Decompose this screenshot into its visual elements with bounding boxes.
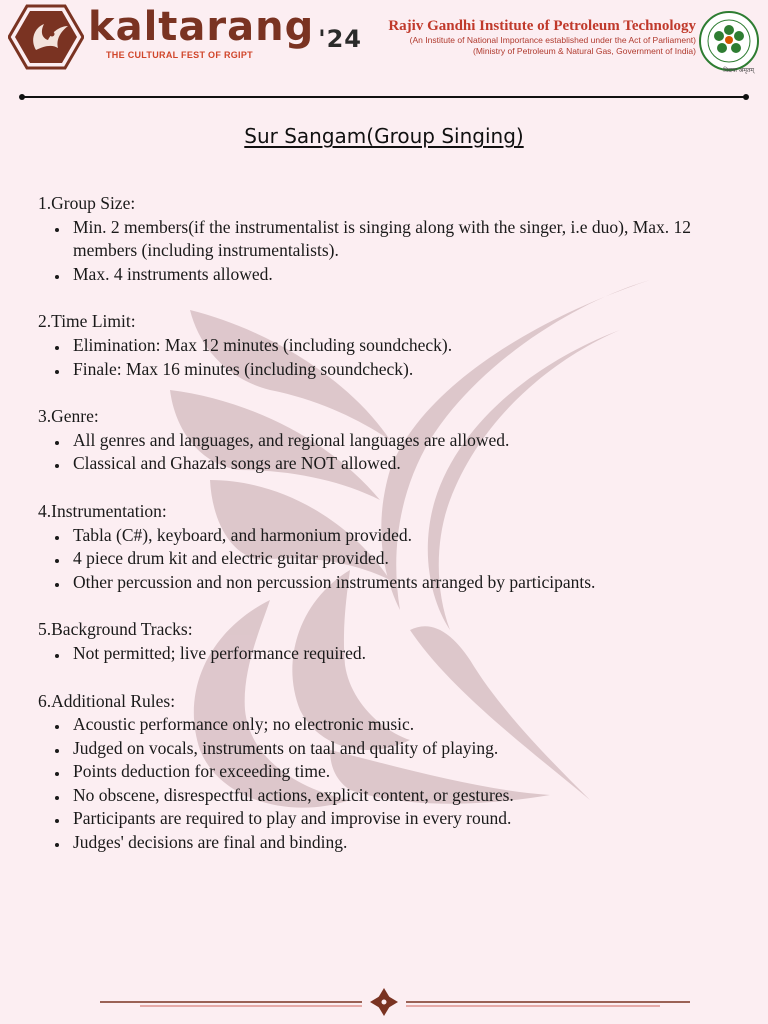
section-heading: 4.Instrumentation: (38, 500, 167, 521)
rule-item: • Other percussion and non percussion instruments arranged by participants. (69, 571, 728, 595)
institute-name: Rajiv Gandhi Institute of Petroleum Technology (388, 18, 696, 34)
rules-list (38, 429, 728, 476)
header-divider (22, 96, 746, 98)
rule-item: • Classical and Ghazals songs are NOT allowed. (69, 452, 728, 476)
rule-item: • All genres and languages, and regional languages are allowed. (69, 429, 728, 453)
rule-item: • Points deduction for exceeding time. (69, 760, 728, 784)
rules-list (38, 334, 728, 381)
brand-tagline: THE CULTURAL FEST OF RGIPT (106, 50, 253, 60)
rule-item: • Tabla (C#), keyboard, and harmonium provided. (69, 524, 728, 548)
section-heading: 3.Genre: (38, 406, 99, 427)
brand-year: '24 (318, 25, 362, 53)
rules-section (38, 310, 728, 381)
page-title (0, 124, 768, 148)
section-heading: 1.Group Size: (38, 193, 136, 213)
rule-item: • No obscene, disrespectful actions, explicit content, or gestures. (69, 784, 728, 808)
rule-item: • Min. 2 members(if the instrumentalist is singing along with the singer, i.e duo), Max. 12 members (including instrumentalists). (69, 216, 728, 263)
rule-item: • Elimination: Max 12 minutes (including soundcheck). (69, 334, 728, 358)
rule-item: • Finale: Max 16 minutes (including soundcheck). (69, 358, 728, 382)
rule-item: • Acoustic performance only; no electronic music. (69, 713, 728, 737)
page-title-text: Sur Sangam(Group Singing) (244, 124, 524, 148)
brand-name: kaltarang (88, 4, 315, 50)
rules-list (38, 642, 728, 666)
seal-caption: विद्यया अमृतम् (723, 67, 754, 74)
rules-section (38, 618, 728, 665)
section-heading: 2.Time Limit: (38, 311, 136, 332)
phoenix-hexagon-logo-icon (8, 4, 84, 70)
rules-section (38, 500, 728, 594)
rules-section (38, 405, 728, 476)
rules-section (38, 192, 728, 286)
rule-item: • Max. 4 instruments allowed. (69, 263, 728, 287)
brand-wordmark (88, 4, 362, 53)
rules-content (38, 192, 728, 879)
institute-block (388, 18, 696, 57)
rules-section (38, 690, 728, 855)
institute-line-1: (An Institute of National Importance established under the Act of Parliament) (409, 35, 696, 45)
section-heading: 6.Additional Rules: (38, 690, 176, 711)
rule-item: • Participants are required to play and improvise in every round. (69, 807, 728, 831)
rules-list (38, 524, 728, 595)
institute-line-2: (Ministry of Petroleum & Natural Gas, Government of India) (473, 46, 696, 56)
rule-item: • 4 piece drum kit and electric guitar provided. (69, 547, 728, 571)
institute-seal-icon (698, 8, 760, 74)
page-header (0, 0, 768, 95)
rule-item: • Judges' decisions are final and binding. (69, 831, 728, 855)
ornament-divider-icon (0, 984, 768, 1020)
section-heading: 5.Background Tracks: (38, 619, 193, 640)
rules-list (38, 216, 728, 287)
rule-item: • Not permitted; live performance required. (69, 642, 728, 666)
rules-list (38, 713, 728, 855)
rule-item: • Judged on vocals, instruments on taal and quality of playing. (69, 737, 728, 761)
